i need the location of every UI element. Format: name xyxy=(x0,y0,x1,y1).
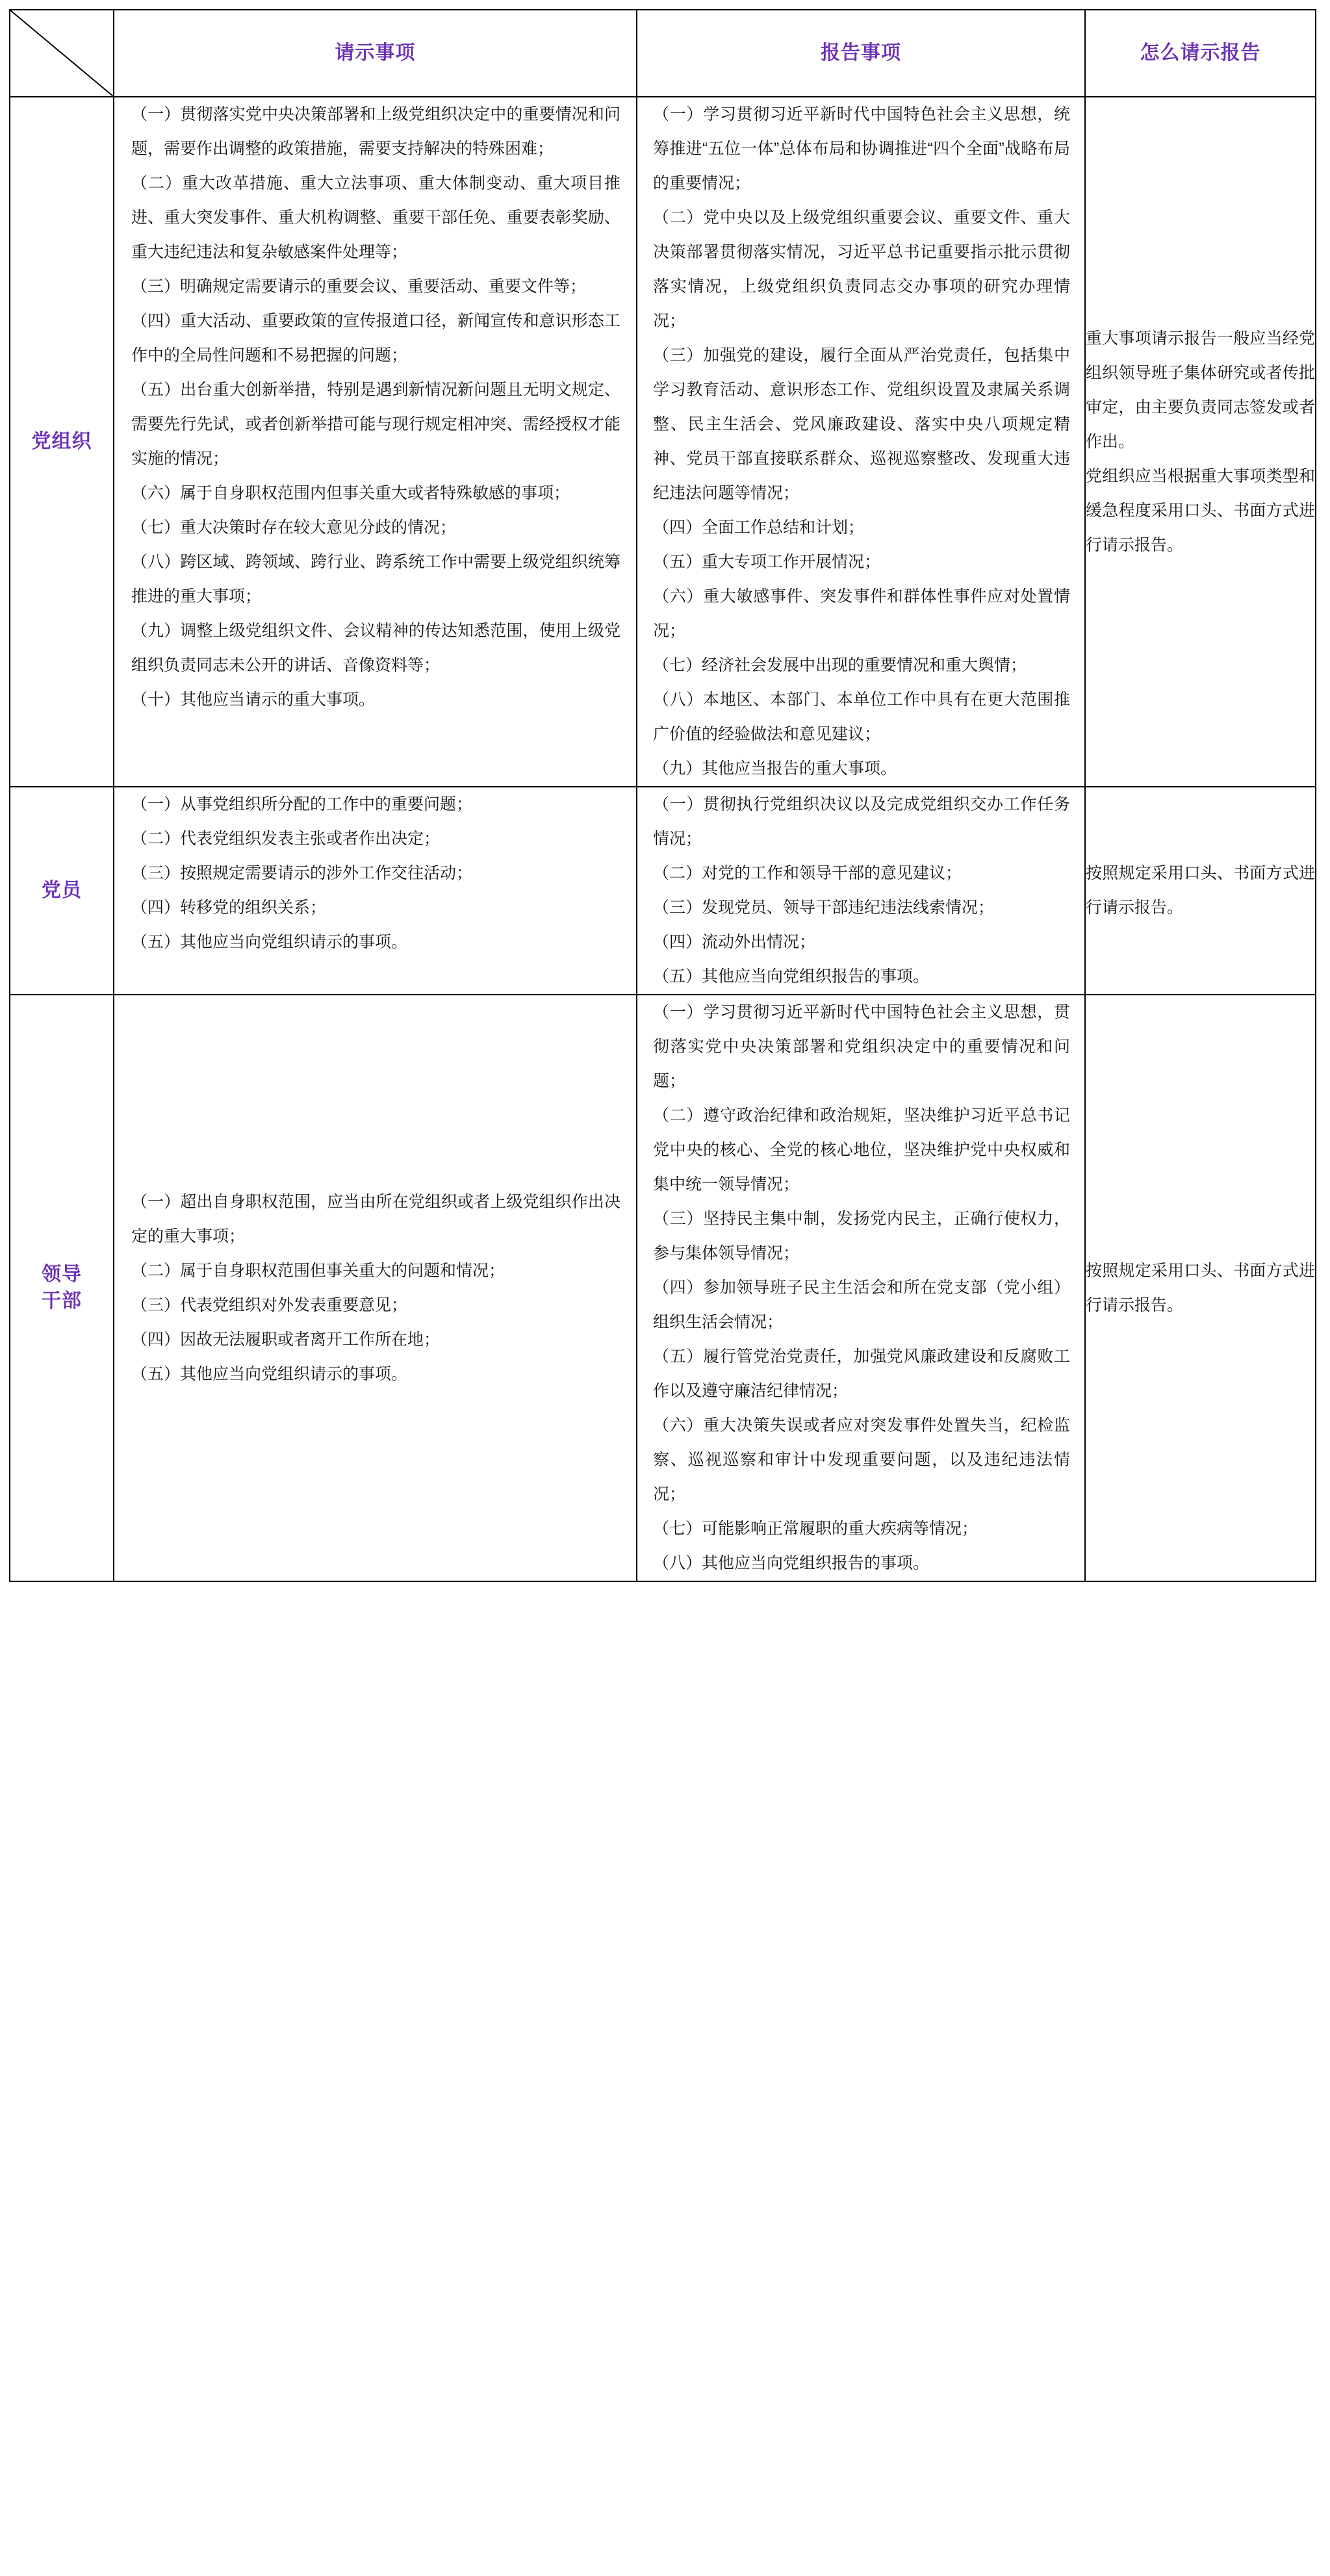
cell-dangzuzhi-how xyxy=(1085,97,1316,787)
header-label-qingshi: 请示事项 xyxy=(335,42,416,64)
list-item: （八）其他应当向党组织报告的事项。 xyxy=(653,1554,930,1572)
header-cell-how xyxy=(1085,10,1316,97)
diagonal-divider-icon xyxy=(10,10,113,96)
list-item: （二）代表党组织发表主张或者作出决定； xyxy=(131,830,441,848)
cell-dangyuan-how xyxy=(1085,787,1316,995)
paragraph: 重大事项请示报告一般应当经党组织领导班子集体研究或者传批审定，由主要负责同志签发或者作出。 xyxy=(1086,329,1315,451)
list-item: （三）坚持民主集中制，发扬党内民主，正确行使权力，参与集体领导情况； xyxy=(653,1210,1070,1262)
list-item: （一）贯彻执行党组织决议以及完成党组织交办工作任务情况； xyxy=(653,795,1070,848)
list-item: （三）代表党组织对外发表重要意见； xyxy=(131,1295,408,1314)
table-body xyxy=(10,97,1316,1581)
list-item: （七）可能影响正常履职的重大疾病等情况； xyxy=(653,1520,978,1538)
table-row xyxy=(10,97,1316,787)
list-item: （三）发现党员、领导干部违纪违法线索情况； xyxy=(653,899,995,917)
list-item: （二）遵守政治纪律和政治规矩，坚决维护习近平总书记党中央的核心、全党的核心地位，坚决维护党中央权威和集中统一领导情况； xyxy=(653,1106,1070,1193)
list-item: （五）履行管党治党责任，加强党风廉政建设和反腐败工作以及遵守廉洁纪律情况； xyxy=(653,1347,1070,1400)
cell-lingdaoganbu-baogao xyxy=(637,995,1085,1581)
row-label-line: 干部 xyxy=(42,1290,82,1312)
list-item: （五）其他应当向党组织请示的事项。 xyxy=(131,1364,408,1383)
list-item: （四）因故无法履职或者离开工作所在地； xyxy=(131,1330,441,1349)
cell-dangyuan-baogao xyxy=(637,787,1085,995)
list-item: （四）流动外出情况； xyxy=(653,933,816,951)
cell-dangzuzhi-qingshi xyxy=(114,97,637,787)
list-item: （五）重大专项工作开展情况； xyxy=(653,553,881,571)
cell-lingdaoganbu-qingshi xyxy=(114,995,637,1581)
header-corner-cell-with-diagonal xyxy=(10,10,114,97)
row-label-line: 党员 xyxy=(42,879,82,901)
list-item: （一）贯彻落实党中央决策部署和上级党组织决定中的重要情况和问题，需要作出调整的政策措施，需要支持解决的特殊困难； xyxy=(131,105,620,158)
list-item: （十）其他应当请示的重大事项。 xyxy=(131,691,376,709)
table-row xyxy=(10,787,1316,995)
list-item: （七）经济社会发展中出现的重要情况和重大舆情； xyxy=(653,656,1027,674)
header-label-baogao: 报告事项 xyxy=(821,42,901,64)
list-item: （三）加强党的建设，履行全面从严治党责任，包括集中学习教育活动、意识形态工作、党组织设置及隶属关系调整、民主生活会、党风廉政建设、落实中央八项规定精神、党员干部直接联系群众、巡视巡察整改、发现重大违纪违法问题等情况； xyxy=(653,346,1070,502)
cell-dangzuzhi-baogao xyxy=(637,97,1085,787)
row-label-line: 党组织 xyxy=(31,430,92,452)
table-header xyxy=(10,10,1316,97)
row-label-dangzuzhi xyxy=(10,97,114,787)
table-row xyxy=(10,995,1316,1581)
paragraph: 按照规定采用口头、书面方式进行请示报告。 xyxy=(1086,864,1315,917)
paragraph: 按照规定采用口头、书面方式进行请示报告。 xyxy=(1086,1261,1315,1314)
list-item: （三）按照规定需要请示的涉外工作交往活动； xyxy=(131,864,473,882)
cell-dangyuan-qingshi xyxy=(114,787,637,995)
list-item: （二）对党的工作和领导干部的意见建议； xyxy=(653,864,962,882)
list-item: （三）明确规定需要请示的重要会议、重要活动、重要文件等； xyxy=(131,277,587,296)
list-item: （六）属于自身职权范围内但事关重大或者特殊敏感的事项； xyxy=(131,484,570,502)
list-item: （五）其他应当向党组织报告的事项。 xyxy=(653,967,930,986)
list-item: （五）出台重大创新举措，特别是遇到新情况新问题且无明文规定、需要先行先试，或者创新举措可能与现行规定相冲突、需经授权才能实施的情况； xyxy=(131,381,620,468)
list-item: （四）转移党的组织关系； xyxy=(131,899,327,917)
qingshi-baogao-matrix-table xyxy=(9,9,1316,1582)
list-item: （一）超出自身职权范围，应当由所在党组织或者上级党组织作出决定的重大事项； xyxy=(131,1192,620,1245)
row-label-lingdaoganbu xyxy=(10,995,114,1581)
list-item: （一）学习贯彻习近平新时代中国特色社会主义思想，统筹推进“五位一体”总体布局和协调推进“四个全面”战略布局的重要情况； xyxy=(653,105,1070,192)
list-item: （二）重大改革措施、重大立法事项、重大体制变动、重大项目推进、重大突发事件、重大机构调整、重要干部任免、重要表彰奖励、重大违纪违法和复杂敏感案件处理等； xyxy=(131,174,620,261)
list-item: （九）调整上级党组织文件、会议精神的传达知悉范围，使用上级党组织负责同志未公开的讲话、音像资料等； xyxy=(131,622,620,674)
list-item: （八）本地区、本部门、本单位工作中具有在更大范围推广价值的经验做法和意见建议； xyxy=(653,691,1070,743)
list-item: （一）学习贯彻习近平新时代中国特色社会主义思想，贯彻落实党中央决策部署和党组织决定中的重要情况和问题； xyxy=(653,1003,1070,1090)
list-item: （二）属于自身职权范围但事关重大的问题和情况； xyxy=(131,1261,505,1280)
list-item: （二）党中央以及上级党组织重要会议、重要文件、重大决策部署贯彻落实情况，习近平总书记重要指示批示贯彻落实情况，上级党组织负责同志交办事项的研究办理情况； xyxy=(653,209,1070,330)
row-label-dangyuan xyxy=(10,787,114,995)
list-item: （四）参加领导班子民主生活会和所在党支部（党小组）组织生活会情况； xyxy=(653,1279,1070,1331)
list-item: （四）重大活动、重要政策的宣传报道口径，新闻宣传和意识形态工作中的全局性问题和不易把握的问题； xyxy=(131,312,620,364)
list-item: （七）重大决策时存在较大意见分歧的情况； xyxy=(131,518,457,537)
header-cell-qingshi xyxy=(114,10,637,97)
list-item: （九）其他应当报告的重大事项。 xyxy=(653,759,897,778)
cell-lingdaoganbu-how xyxy=(1085,995,1316,1581)
list-item: （五）其他应当向党组织请示的事项。 xyxy=(131,933,408,951)
paragraph: 党组织应当根据重大事项类型和缓急程度采用口头、书面方式进行请示报告。 xyxy=(1086,466,1315,554)
list-item: （六）重大敏感事件、突发事件和群体性事件应对处置情况； xyxy=(653,587,1070,640)
list-item: （四）全面工作总结和计划； xyxy=(653,518,865,537)
header-row xyxy=(10,10,1316,97)
row-label-line: 领导 xyxy=(42,1264,82,1285)
list-item: （一）从事党组织所分配的工作中的重要问题； xyxy=(131,795,473,813)
list-item: （六）重大决策失误或者应对突发事件处置失当，纪检监察、巡视巡察和审计中发现重要问题，以及违纪违法情况； xyxy=(653,1416,1070,1503)
header-cell-baogao xyxy=(637,10,1085,97)
list-item: （八）跨区域、跨领域、跨行业、跨系统工作中需要上级党组织统筹推进的重大事项； xyxy=(131,553,620,606)
header-label-how: 怎么请示报告 xyxy=(1140,42,1261,64)
